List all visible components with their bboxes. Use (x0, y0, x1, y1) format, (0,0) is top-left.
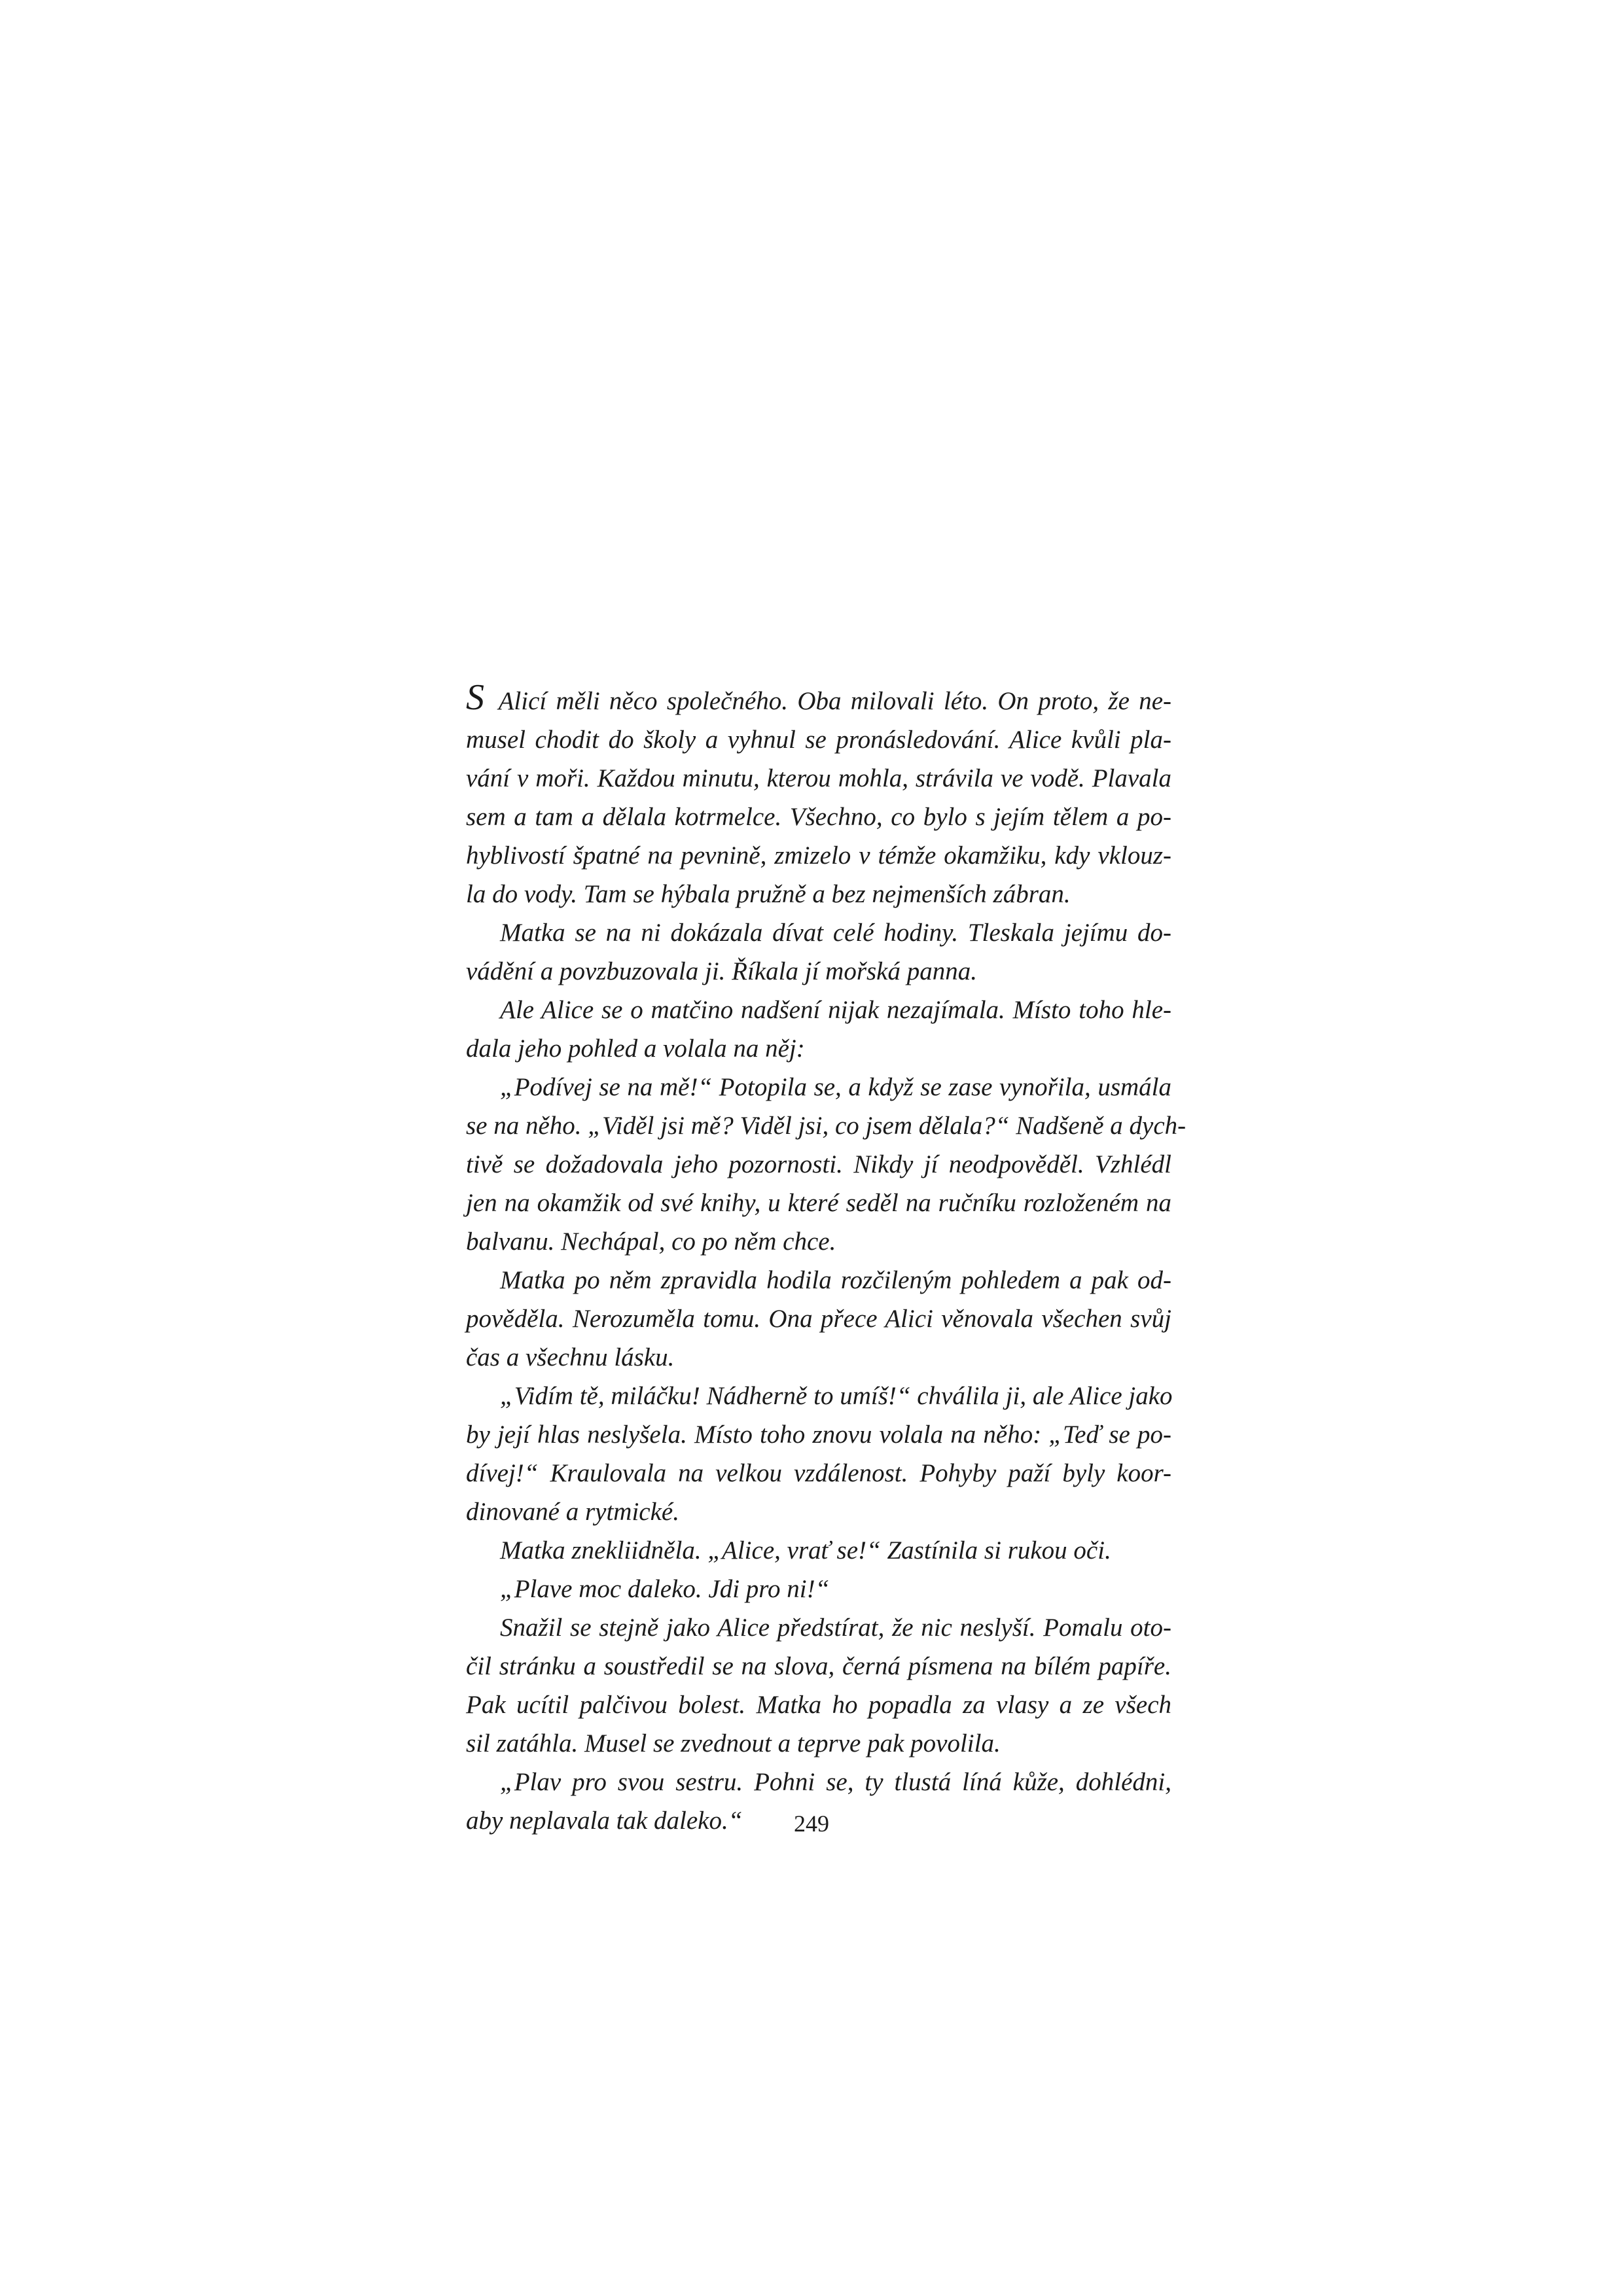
text-line-content: aby neplavala tak daleko.“ (466, 1807, 743, 1835)
text-line-content: Pak ucítil palčivou bolest. Matka ho popadla za vlasy a ze všech (466, 1691, 1171, 1719)
text-line-content: se na něho. „Viděl jsi mě? Viděl jsi, co jsem dělala?“ Nadšeně a dych- (466, 1112, 1186, 1140)
text-line-content: tivě se dožadovala jeho pozornosti. Nikdy jí neodpověděl. Vzhlédl (466, 1150, 1171, 1178)
text-line (466, 1222, 1171, 1261)
text-line (466, 875, 1171, 913)
text-line (466, 677, 1171, 720)
text-line-content: „Vidím tě, miláčku! Nádherně to umíš!“ chválila ji, ale Alice jako (500, 1382, 1173, 1410)
text-line (466, 759, 1171, 798)
text-line-content: dívej!“ Kraulovala na velkou vzdálenost. Pohyby paží byly koor- (466, 1459, 1171, 1487)
text-line (466, 836, 1171, 875)
text-line-content: „Plav pro svou sestru. Pohni se, ty tlustá líná kůže, dohlédni, (500, 1768, 1171, 1796)
text-line-content: musel chodit do školy a vyhnul se pronásledování. Alice kvůli pla- (466, 726, 1171, 754)
text-line (466, 1647, 1171, 1686)
text-line (466, 913, 1171, 952)
text-line-content: čil stránku a soustředil se na slova, černá písmena na bílém papíře. (466, 1652, 1171, 1680)
text-line (466, 1454, 1171, 1492)
text-line (466, 991, 1171, 1029)
text-line (466, 1106, 1186, 1145)
text-line-content: sem a tam a dělala kotrmelce. Všechno, co bylo s jejím tělem a po- (466, 803, 1171, 831)
text-line (466, 1686, 1171, 1724)
text-line-content: čas a všechnu lásku. (466, 1343, 675, 1371)
text-line-content: by její hlas neslyšela. Místo toho znovu volala na něho: „Teď se po- (466, 1421, 1171, 1449)
text-line-content: vání v moři. Každou minutu, kterou mohla, strávila ve vodě. Plavala (466, 764, 1171, 792)
drop-cap: S (466, 677, 484, 718)
text-line (466, 1377, 1171, 1415)
text-line (466, 1261, 1171, 1299)
text-line (466, 1531, 1171, 1570)
text-line-content: Matka po něm zpravidla hodila rozčileným pohledem a pak od- (500, 1266, 1171, 1294)
text-line (466, 1415, 1171, 1454)
text-line (466, 1570, 1171, 1608)
text-line (466, 1338, 1171, 1377)
text-line (466, 798, 1171, 836)
body-text (466, 677, 1186, 1840)
text-line (466, 1145, 1171, 1184)
text-line-content: „Plave moc daleko. Jdi pro ni!“ (500, 1575, 830, 1603)
text-line (466, 952, 1171, 991)
text-line-content: Alicí měli něco společného. Oba milovali léto. On proto, že ne- (490, 687, 1171, 715)
text-line-content: balvanu. Nechápal, co po něm chce. (466, 1227, 836, 1256)
text-line-content: Ale Alice se o matčino nadšení nijak nezajímala. Místo toho hle- (500, 996, 1171, 1024)
text-line-content: Matka znekliidněla. „Alice, vrať se!“ Zastínila si rukou oči. (500, 1536, 1111, 1564)
text-line-content: dinované a rytmické. (466, 1498, 679, 1526)
text-line-content: Matka se na ni dokázala dívat celé hodiny. Tleskala jejímu do- (500, 919, 1171, 947)
text-line (466, 1608, 1171, 1647)
text-line-content: jen na okamžik od své knihy, u které seděl na ručníku rozloženém na (466, 1189, 1171, 1217)
text-line (466, 1184, 1171, 1222)
text-line-content: vádění a povzbuzovala ji. Říkala jí mořská panna. (466, 957, 977, 985)
text-line (466, 1299, 1171, 1338)
text-line (466, 1029, 1171, 1068)
text-line-content: dala jeho pohled a volala na něj: (466, 1034, 805, 1063)
text-line-content: hyblivostí špatné na pevnině, zmizelo v témže okamžiku, kdy vklouz- (466, 841, 1171, 870)
text-line (466, 1068, 1171, 1106)
text-line (466, 1492, 1171, 1531)
text-line (466, 720, 1171, 759)
text-line-content: la do vody. Tam se hýbala pružně a bez nejmenších zábran. (466, 880, 1071, 908)
text-line-content: Snažil se stejně jako Alice předstírat, že nic neslyší. Pomalu oto- (500, 1614, 1171, 1642)
text-line (466, 1763, 1171, 1801)
text-line-content: „Podívej se na mě!“ Potopila se, a když se zase vynořila, usmála (500, 1073, 1171, 1101)
page-number: 249 (794, 1810, 829, 1837)
text-line-content: sil zatáhla. Musel se zvednout a teprve pak povolila. (466, 1729, 1001, 1757)
text-line (466, 1724, 1171, 1763)
text-line-content: pověděla. Nerozuměla tomu. Ona přece Alici věnovala všechen svůj (466, 1305, 1171, 1333)
